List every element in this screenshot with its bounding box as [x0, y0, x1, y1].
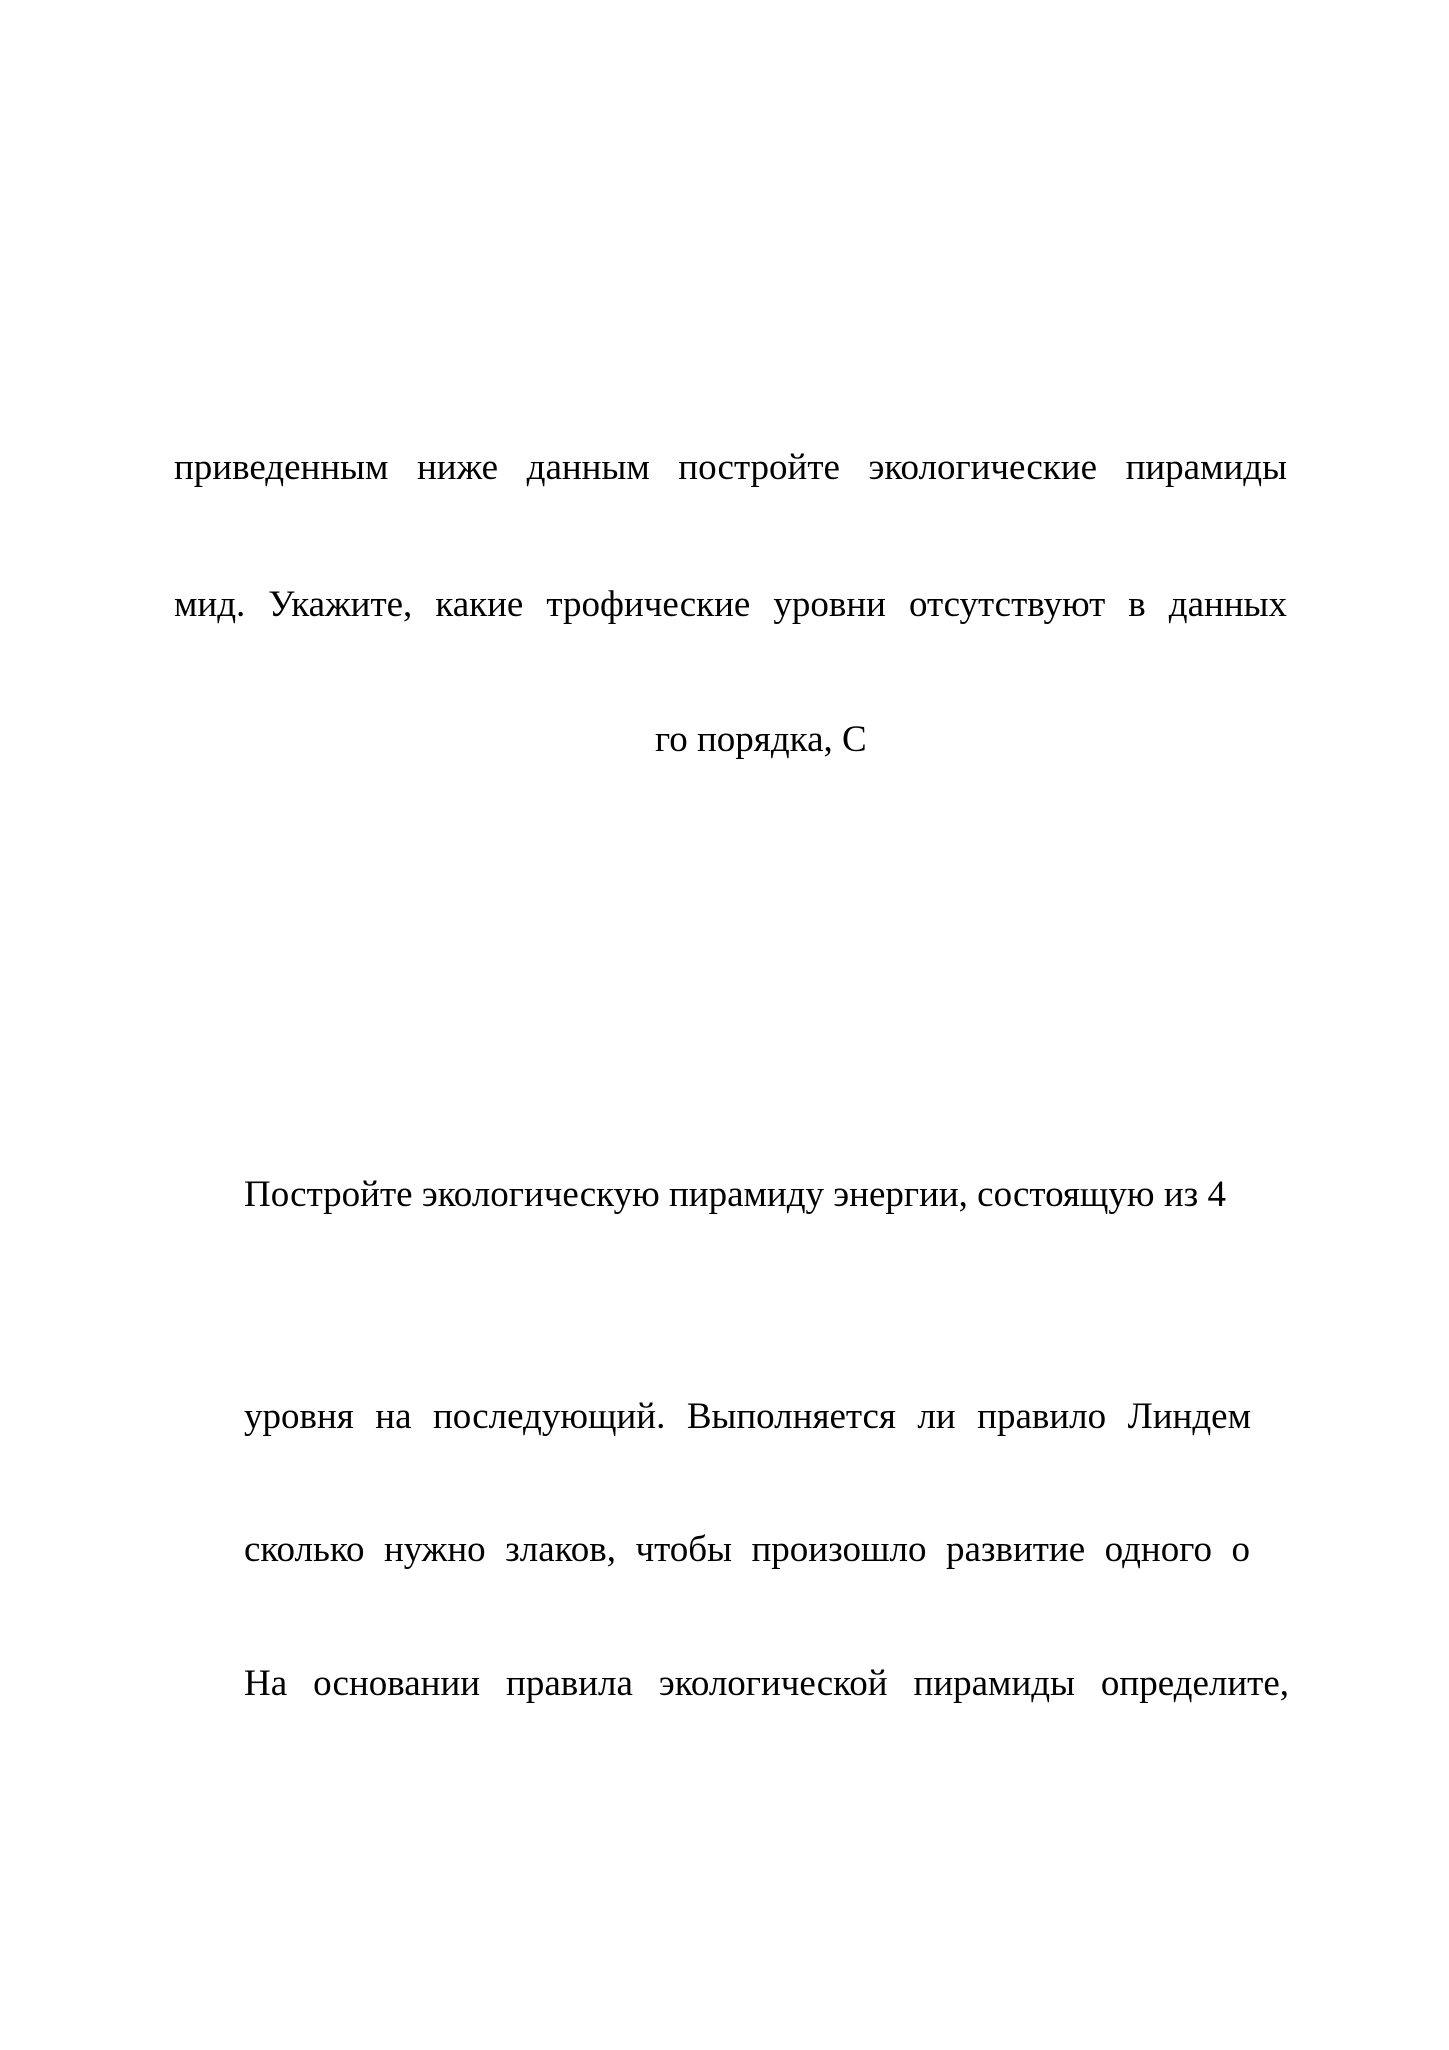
text-line: сколько нужно злаков, чтобы произошло развитие одного о	[244, 1529, 1250, 1570]
text-line: уровня на последующий. Выполняется ли правило Линдем	[244, 1396, 1251, 1437]
text-line: мид. Укажите, какие трофические уровни отсутствуют в данных	[174, 584, 1287, 625]
text-line: На основании правила экологической пирамиды определите,	[244, 1663, 1289, 1704]
text-line: приведенным ниже данным постройте экологические пирамиды	[174, 447, 1287, 488]
text-line: Постройте экологическую пирамиду энергии, состоящую из 4	[244, 1174, 1226, 1215]
text-line: го порядка, С	[655, 719, 867, 760]
